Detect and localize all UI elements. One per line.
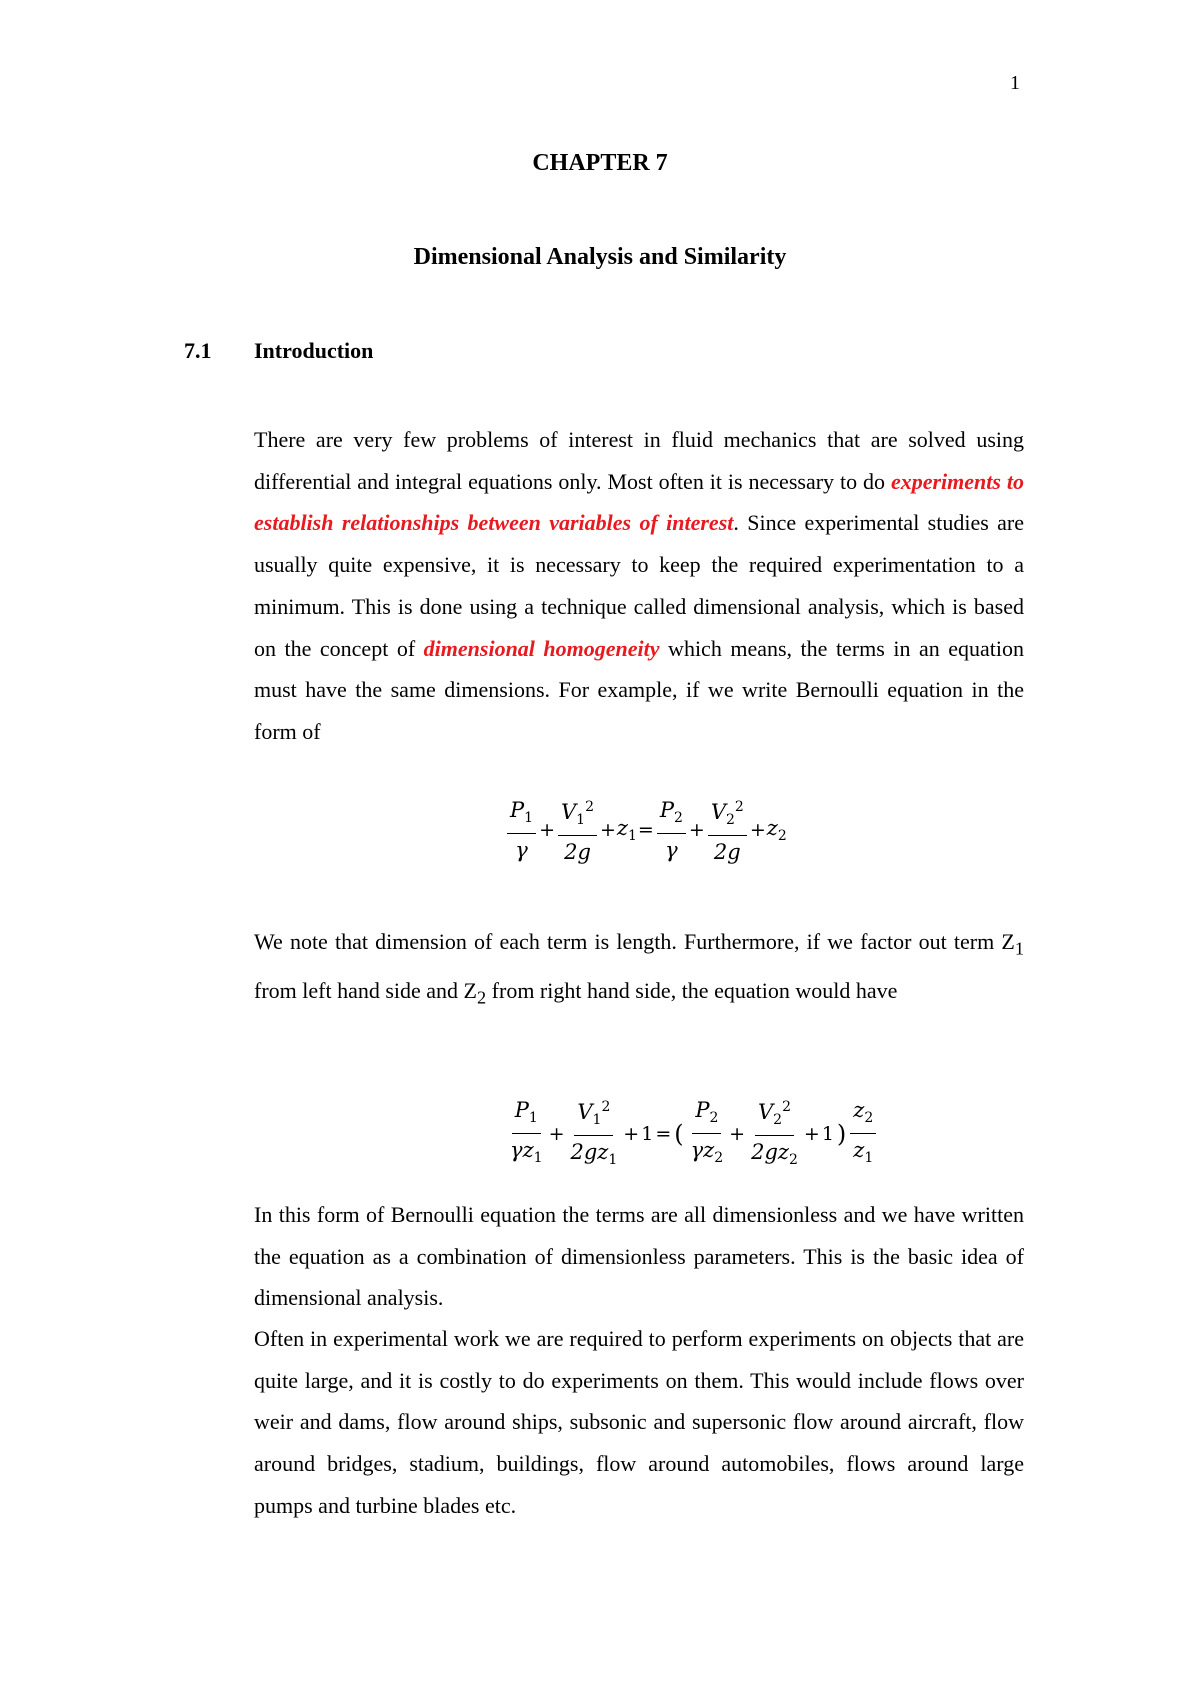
eq1-term-z1: $z_1$ bbox=[616, 815, 637, 844]
eq1-term-v2: $\frac{V_2^2}{2g}$ bbox=[708, 795, 747, 864]
page-number: 1 bbox=[1010, 72, 1020, 94]
chapter-title: CHAPTER 7 bbox=[532, 150, 668, 176]
intro-text-2: . Since experimental studies are usually quite expensive, it is necessary to keep the required experimentation to a minimum. This is done using a technique called dimensional analysis, which is based on the concept of bbox=[254, 510, 1024, 661]
factor-paragraph: We note that dimension of each term is length. Furthermore, if we factor out term $Z_1$ from left hand side and $Z_2$ from right hand side, the equation would have bbox=[254, 929, 1024, 1008]
eq1-term-p1: $\frac{P_1}{\gamma}$ bbox=[507, 798, 536, 862]
intro-paragraph bbox=[254, 419, 1024, 753]
eq2-term-v1: $\frac{V_1^2}{2gz_1}$ bbox=[567, 1095, 620, 1172]
dimensionless-bernoulli-equation: $\frac{P_1}{\gamma z_1}$ + $\frac{V_1^2}{2gz_1}$ + 1 = ( $\frac{P_2}{\gamma z_2}$ + $\frac{V_2^2}{2gz_2}$ + 1 ) $\frac{z_2}{z_1}$ bbox=[505, 1095, 878, 1172]
eq1-term-p2: $\frac{P_2}{\gamma}$ bbox=[657, 798, 686, 862]
highlight-experiments: experiments to establish relationships between variables of interest bbox=[254, 468, 1024, 536]
eq2-term-v2: $\frac{V_2^2}{2gz_2}$ bbox=[748, 1095, 801, 1172]
eq2-term-p2: $\frac{P_2}{\gamma z_2}$ bbox=[690, 1097, 724, 1166]
eq1-term-z2: $z_2$ bbox=[766, 815, 787, 844]
eq1-term-v1: $\frac{V_1^2}{2g}$ bbox=[558, 795, 597, 864]
chapter-subtitle: Dimensional Analysis and Similarity bbox=[413, 244, 787, 270]
intro-text-3: which means, the terms in an equation must have the same dimensions. For example, if we write Bernoulli equation in the form of bbox=[254, 635, 1024, 744]
dimensionless-paragraph: In this form of Bernoulli equation the terms are all dimensionless and we have written the equation as a combination of dimensionless parameters. This is the basic idea of dimensional analysis. bbox=[254, 1202, 1024, 1311]
eq2-term-z-ratio: $\frac{z_2}{z_1}$ bbox=[850, 1098, 876, 1170]
experimental-paragraph: Often in experimental work we are required to perform experiments on objects that are quite large, and it is costly to do experiments on them. This would include flows over weir and dams, flow around ships, subsonic and supersonic flow around aircraft, flow around bridges, stadium, buildings, flow around automobiles, flows around large pumps and turbine blades etc. bbox=[254, 1326, 1024, 1518]
section-title: Introduction bbox=[254, 338, 374, 363]
intro-text-1: There are very few problems of interest in fluid mechanics that are solved using differential and integral equations only. Most often it is necessary to do bbox=[254, 427, 1024, 494]
eq2-term-p1: $\frac{P_1}{\gamma z_1}$ bbox=[510, 1097, 543, 1166]
section-number: 7.1 bbox=[184, 338, 212, 363]
bernoulli-equation: $\frac{P_1}{\gamma}$ + $\frac{V_1^2}{2g}$ + $z_1$ = $\frac{P_2}{\gamma}$ + $\frac{V_2^2}{2g}$ + $z_2$ bbox=[505, 795, 787, 864]
highlight-dimensional-homogeneity: dimensional homogeneity bbox=[423, 635, 660, 661]
